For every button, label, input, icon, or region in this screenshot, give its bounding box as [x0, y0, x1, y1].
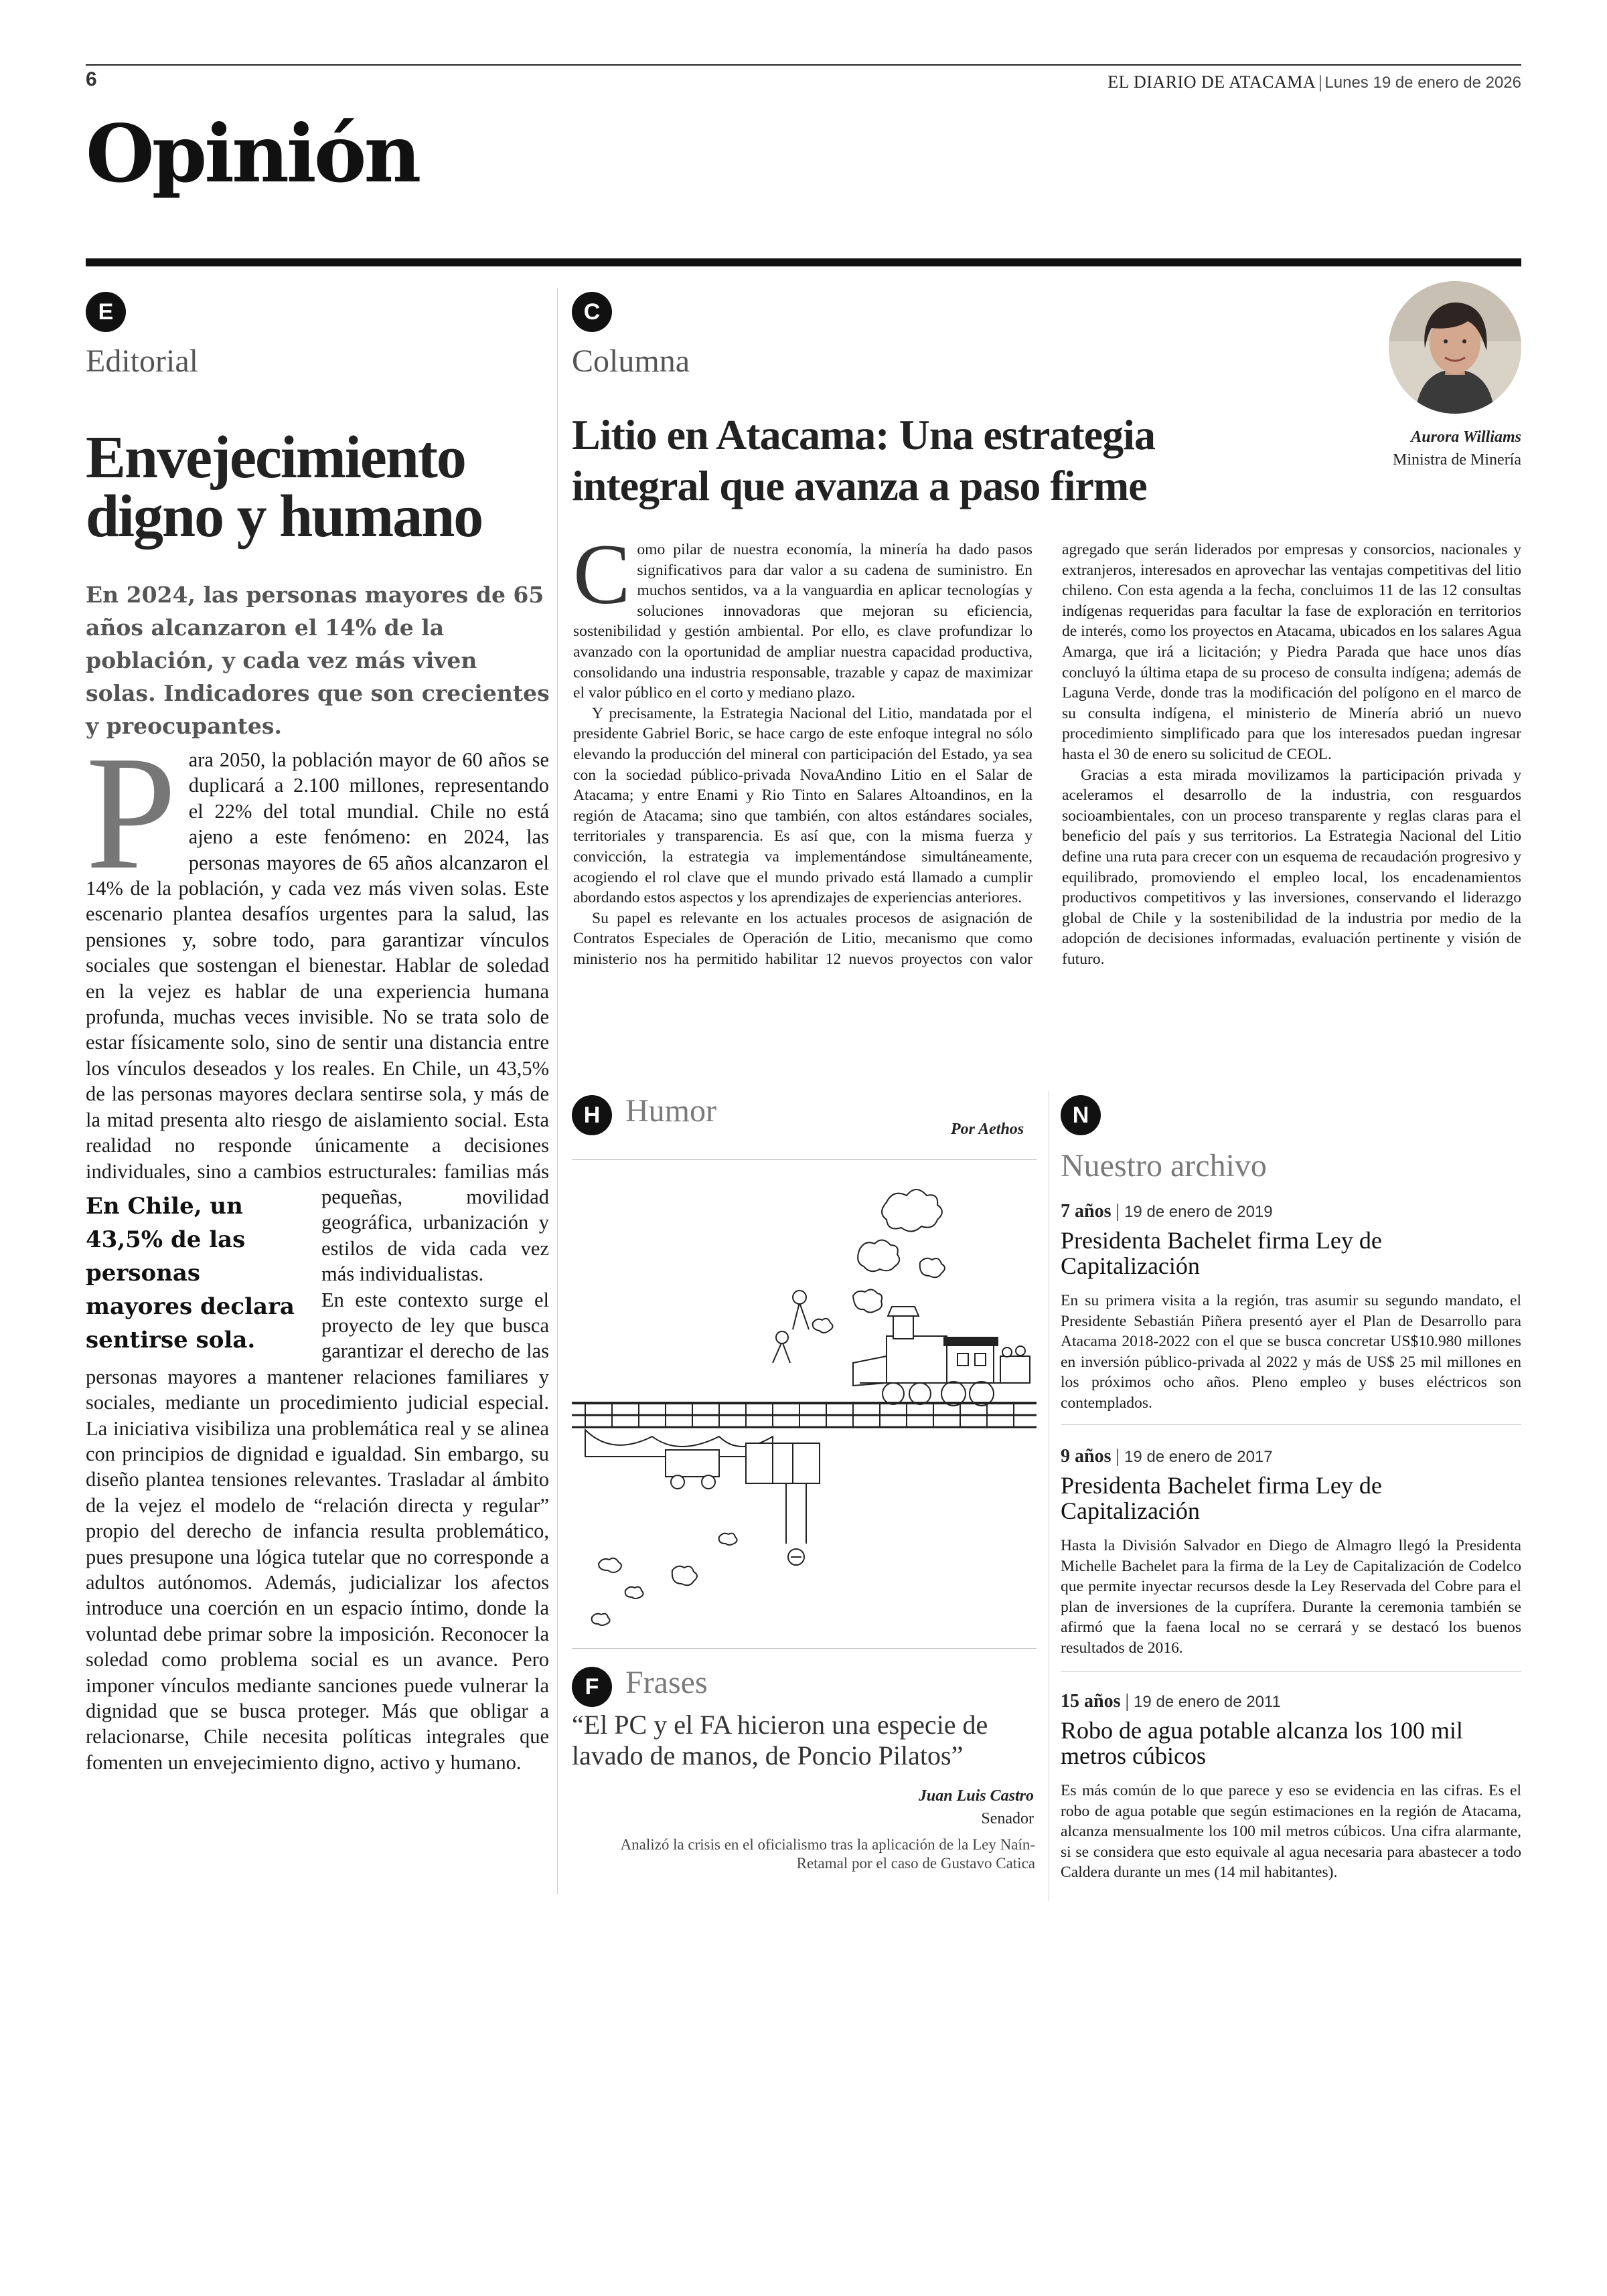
- archivo-item: [1061, 1691, 1521, 1883]
- column-paragraph: Gracias a esta mirada movilizamos la participación privada y aceleramos el desarrollo de la industria, con resguardos socioambientales, con un proceso transparente y reglas claras para el beneficio del país y sus territorios. La Estrategia Nacional del Litio define una ruta para crecer con un esquema de recaudación progresivo y equilibrado, promoviendo el empleo local, los encadenamientos productivos competitivos y las inversiones, conservando el liderazgo global de Chile y la sostenibilidad de la industria por medio de la adopción de decisiones informadas, evaluación pertinente y visión de futuro.: [1062, 766, 1521, 968]
- masthead: [1107, 72, 1521, 92]
- top-rule: [86, 64, 1521, 66]
- editorial-headline: Envejecimiento digno y humano: [86, 424, 483, 550]
- frases-badge: F: [572, 1667, 612, 1707]
- masthead-separator: |: [1318, 72, 1322, 92]
- frases-note: Analizó la crisis en el oficialismo tras la aplicación de la Ley Naín-Retamal por el caso de Gustavo Catica: [620, 1836, 1035, 1872]
- humor-top-rule: [572, 1159, 1037, 1160]
- editorial-paragraph: familias más pequeñas, movilidad geográfica, urbanización y estilos de vida cada vez más individualistas.: [321, 1159, 550, 1286]
- column-headline: Litio en Atacama: Una estrategia integral que avanza a paso firme: [572, 411, 1155, 509]
- humor-badge: H: [572, 1095, 612, 1135]
- humor-credit: Por Aethos: [951, 1121, 1024, 1138]
- archivo-badge: N: [1061, 1095, 1101, 1135]
- column-divider: [557, 288, 558, 1894]
- column-badge: C: [572, 292, 612, 332]
- archivo-item-title: Presidenta Bachelet firma Ley de Capitalización: [1061, 1227, 1382, 1279]
- editorial-kicker: Editorial: [86, 343, 198, 379]
- editorial-lead: En 2024, las personas mayores de 65 años alcanzaron el 14% de la población, y cada vez más viven solas. Indicadores que son crecientes y preocupantes.: [86, 582, 550, 739]
- archivo-item-text: En su primera visita a la región, tras asumir su segundo mandato, el Presidente Sebastián Piñera presentó ayer el Plan de Desarrollo para Atacama 2018-2022 con el que se busca concretar US$10.980 millones en inversión público-privada al 2022 y más de US$ 25 mil millones en los próximos ocho años. Pleno empleo y buses eléctricos son contemplados.: [1061, 1292, 1521, 1412]
- archivo-item-text: Es más común de lo que parece y eso se evidencia en las cifras. Es el robo de agua potable que según estimaciones en la región de Atacama, alcanza mensualmente los 100 mil metros cúbicos. Una cifra alarmante, si se considera que esto equivale al agua necesaria para abastecer a todo Caldera durante un mes (14 mil habitantes).: [1061, 1782, 1521, 1882]
- section-rule: [86, 258, 1521, 266]
- humor-cartoon: [572, 1162, 1037, 1644]
- archivo-kicker: Nuestro archivo: [1061, 1148, 1267, 1183]
- frases-author-role: Senador: [981, 1810, 1034, 1827]
- column-paragraph: Como pilar de nuestra economía, la minería ha dado pasos significativos para dar valor a su cadena de suministro. En muchos sentidos, va a la vanguardia en aplicar tecnologías y soluciones innovadoras que mejoran su eficiencia, sostenibilidad y gestión ambiental. Por ello, es clave profundizar lo avanzado con la oportunidad de ampliar nuestra capacidad productiva, consolidando una industria responsable, trazable y capaz de maximizar el valor público en el corto y mediano plazo.: [573, 527, 1032, 702]
- archivo-item-text: Hasta la División Salvador en Diego de Almagro llegó la Presidenta Michelle Bachelet para la firma de la Ley de Capitalización de Codelco que permite inyectar recursos desde la Ley Reservada del Cobre para el plan de inversiones de la cuprífera. Durante la ceremonia también se afirmó que la faena local no se cerrará y se destacó los buenos resultados de 2016.: [1061, 1537, 1521, 1657]
- editorial-paragraph: ara 2050, la población mayor de 60 años se duplicará a 2.100 millones, representando el 22% del total mundial. Chile no está ajeno a este fenómeno: en 2024, las personas mayores de 65 años alcanzaron el 14% de la población, y cada vez más viven solas. Este escenario plantea desafíos urgentes para la salud, las pensiones y, sobre todo, para garantizar vínculos sociales que sostengan el bienestar. Hablar de soledad en la vejez es hablar de una experiencia humana profunda, muchas veces invisible. No se trata solo de estar físicamente solo, sino de sentir una distancia entre los vínculos deseados y los reales. En Chile, un 43,5% de las personas mayores declara sentirse sola, y más de la mitad presenta alto riesgo de aislamiento social. Esta realidad no responde únicamente a decisiones individuales, sino a cambios estructurales:: [86, 748, 549, 1183]
- column-author-role: Ministra de Minería: [1393, 451, 1521, 469]
- humor-bottom-rule: [572, 1648, 1037, 1649]
- archivo-divider: [1061, 1424, 1521, 1425]
- archivo-item-meta: 9 años | 19 de enero de 2017: [1061, 1446, 1273, 1467]
- column-dropcap: C: [573, 527, 631, 622]
- column-paragraph: Su papel es relevante en los actuales procesos de asignación de Contratos Especiales de Operación de Litio, mecanismo que como ministerio nos ha permitido habilitar 12 nuevos proyectos con valor agregado que serán liderados por empresas y consorcios, nacionales y extranjeros, interesados en aprovechar las ventajas competitivas del litio chileno. Con esta agenda a la fecha, concluimos 11 de las 12 consultas indígenas requeridas para facultar la fase de exploración en territorios de interés, como los proyectos en Atacama, ubicados en los salares Agua Amarga, que irá a licitación; y Piedra Parada que hace unos días concluyó la última etapa de su proceso de consulta indígena; además de Laguna Verde, donde tras la modificación del polígono en el marco de su consulta indígena, el ministerio de Minería abrió un nuevo procedimiento simplificado para que los interesados puedan ingresar hasta el 30 de enero su solicitud de CEOL.: [573, 541, 1521, 968]
- archivo-item-title: Presidenta Bachelet firma Ley de Capitalización: [1061, 1472, 1382, 1524]
- archivo-item: [1061, 1201, 1521, 1414]
- editorial-dropcap: P: [86, 722, 177, 903]
- author-portrait: [1389, 281, 1521, 414]
- editorial-pullquote: En Chile, un 43,5% de las personas mayores declara sentirse sola.: [86, 1192, 295, 1354]
- newspaper-name: EL DIARIO DE ATACAMA: [1107, 72, 1316, 92]
- editorial-badge: E: [86, 292, 126, 332]
- column-author: Aurora Williams: [1411, 428, 1521, 446]
- editorial-body: [86, 722, 550, 1775]
- column-kicker: Columna: [572, 343, 690, 379]
- frases-author: Juan Luis Castro: [918, 1787, 1034, 1805]
- section-title: Opinión: [86, 107, 419, 200]
- frases-kicker: Frases: [625, 1665, 708, 1700]
- column-body: [573, 527, 1521, 969]
- column-paragraph: Y precisamente, la Estrategia Nacional del Litio, mandatada por el presidente Gabriel Boric, se hace cargo de este enfoque integral no sólo elevando la producción del mineral con participación del Estado, ya sea con la sociedad público-privada NovaAndino Litio en el Salar de Atacama; y entre Enami y Rio Tinto en Salares Altoandinos, en la región de Atacama; sino que también, con altos estándares sociales, territoriales y transparencia. Es así que, con la misma fuerza y convicción, la estrategia va implementándose simultáneamente, acogiendo el rol clave que el mundo privado está llamado a cumplir abordando estos aspectos y los aprendizajes de experiencias anteriores.: [573, 704, 1032, 907]
- archivo-item-meta: 15 años | 19 de enero de 2011: [1061, 1691, 1281, 1712]
- archivo-item: [1061, 1446, 1521, 1659]
- archivo-item-meta: 7 años | 19 de enero de 2019: [1061, 1201, 1273, 1222]
- issue-date: Lunes 19 de enero de 2026: [1324, 74, 1521, 92]
- page-number: 6: [86, 68, 97, 90]
- frases-quote: “El PC y el FA hicieron una especie de lavado de manos, de Poncio Pilatos”: [572, 1710, 988, 1771]
- humor-kicker: Humor: [625, 1093, 716, 1129]
- editorial-paragraph: En este contexto surge el proyecto de ley que busca garantizar el derecho de las personas mayores a mantener relaciones familiares y sociales, mediante un procedimiento judicial especial. La iniciativa visibiliza una problemática real y se alinea con principios de dignidad e igualdad. Sin embargo, su diseño plantea tensiones relevantes. Trasladar al ámbito de la vejez el modelo de “relación directa y regular” propio del derecho de infancia resulta problemático, pues presupone una lógica tutelar que no corresponde a adultos autónomos. Además, judicializar los afectos introduce una coerción en un espacio íntimo, donde la voluntad debe primar sobre la imposición. Reconocer la soledad como problema social es un avance. Pero imponer vínculos mediante sanciones puede vulnerar la dignidad que se busca proteger. Más que obligar a relacionarse, Chile necesita políticas integrales que fomenten un envejecimiento digno, activo y humano.: [86, 1288, 549, 1774]
- archivo-item-title: Robo de agua potable alcanza los 100 mil metros cúbicos: [1061, 1717, 1463, 1769]
